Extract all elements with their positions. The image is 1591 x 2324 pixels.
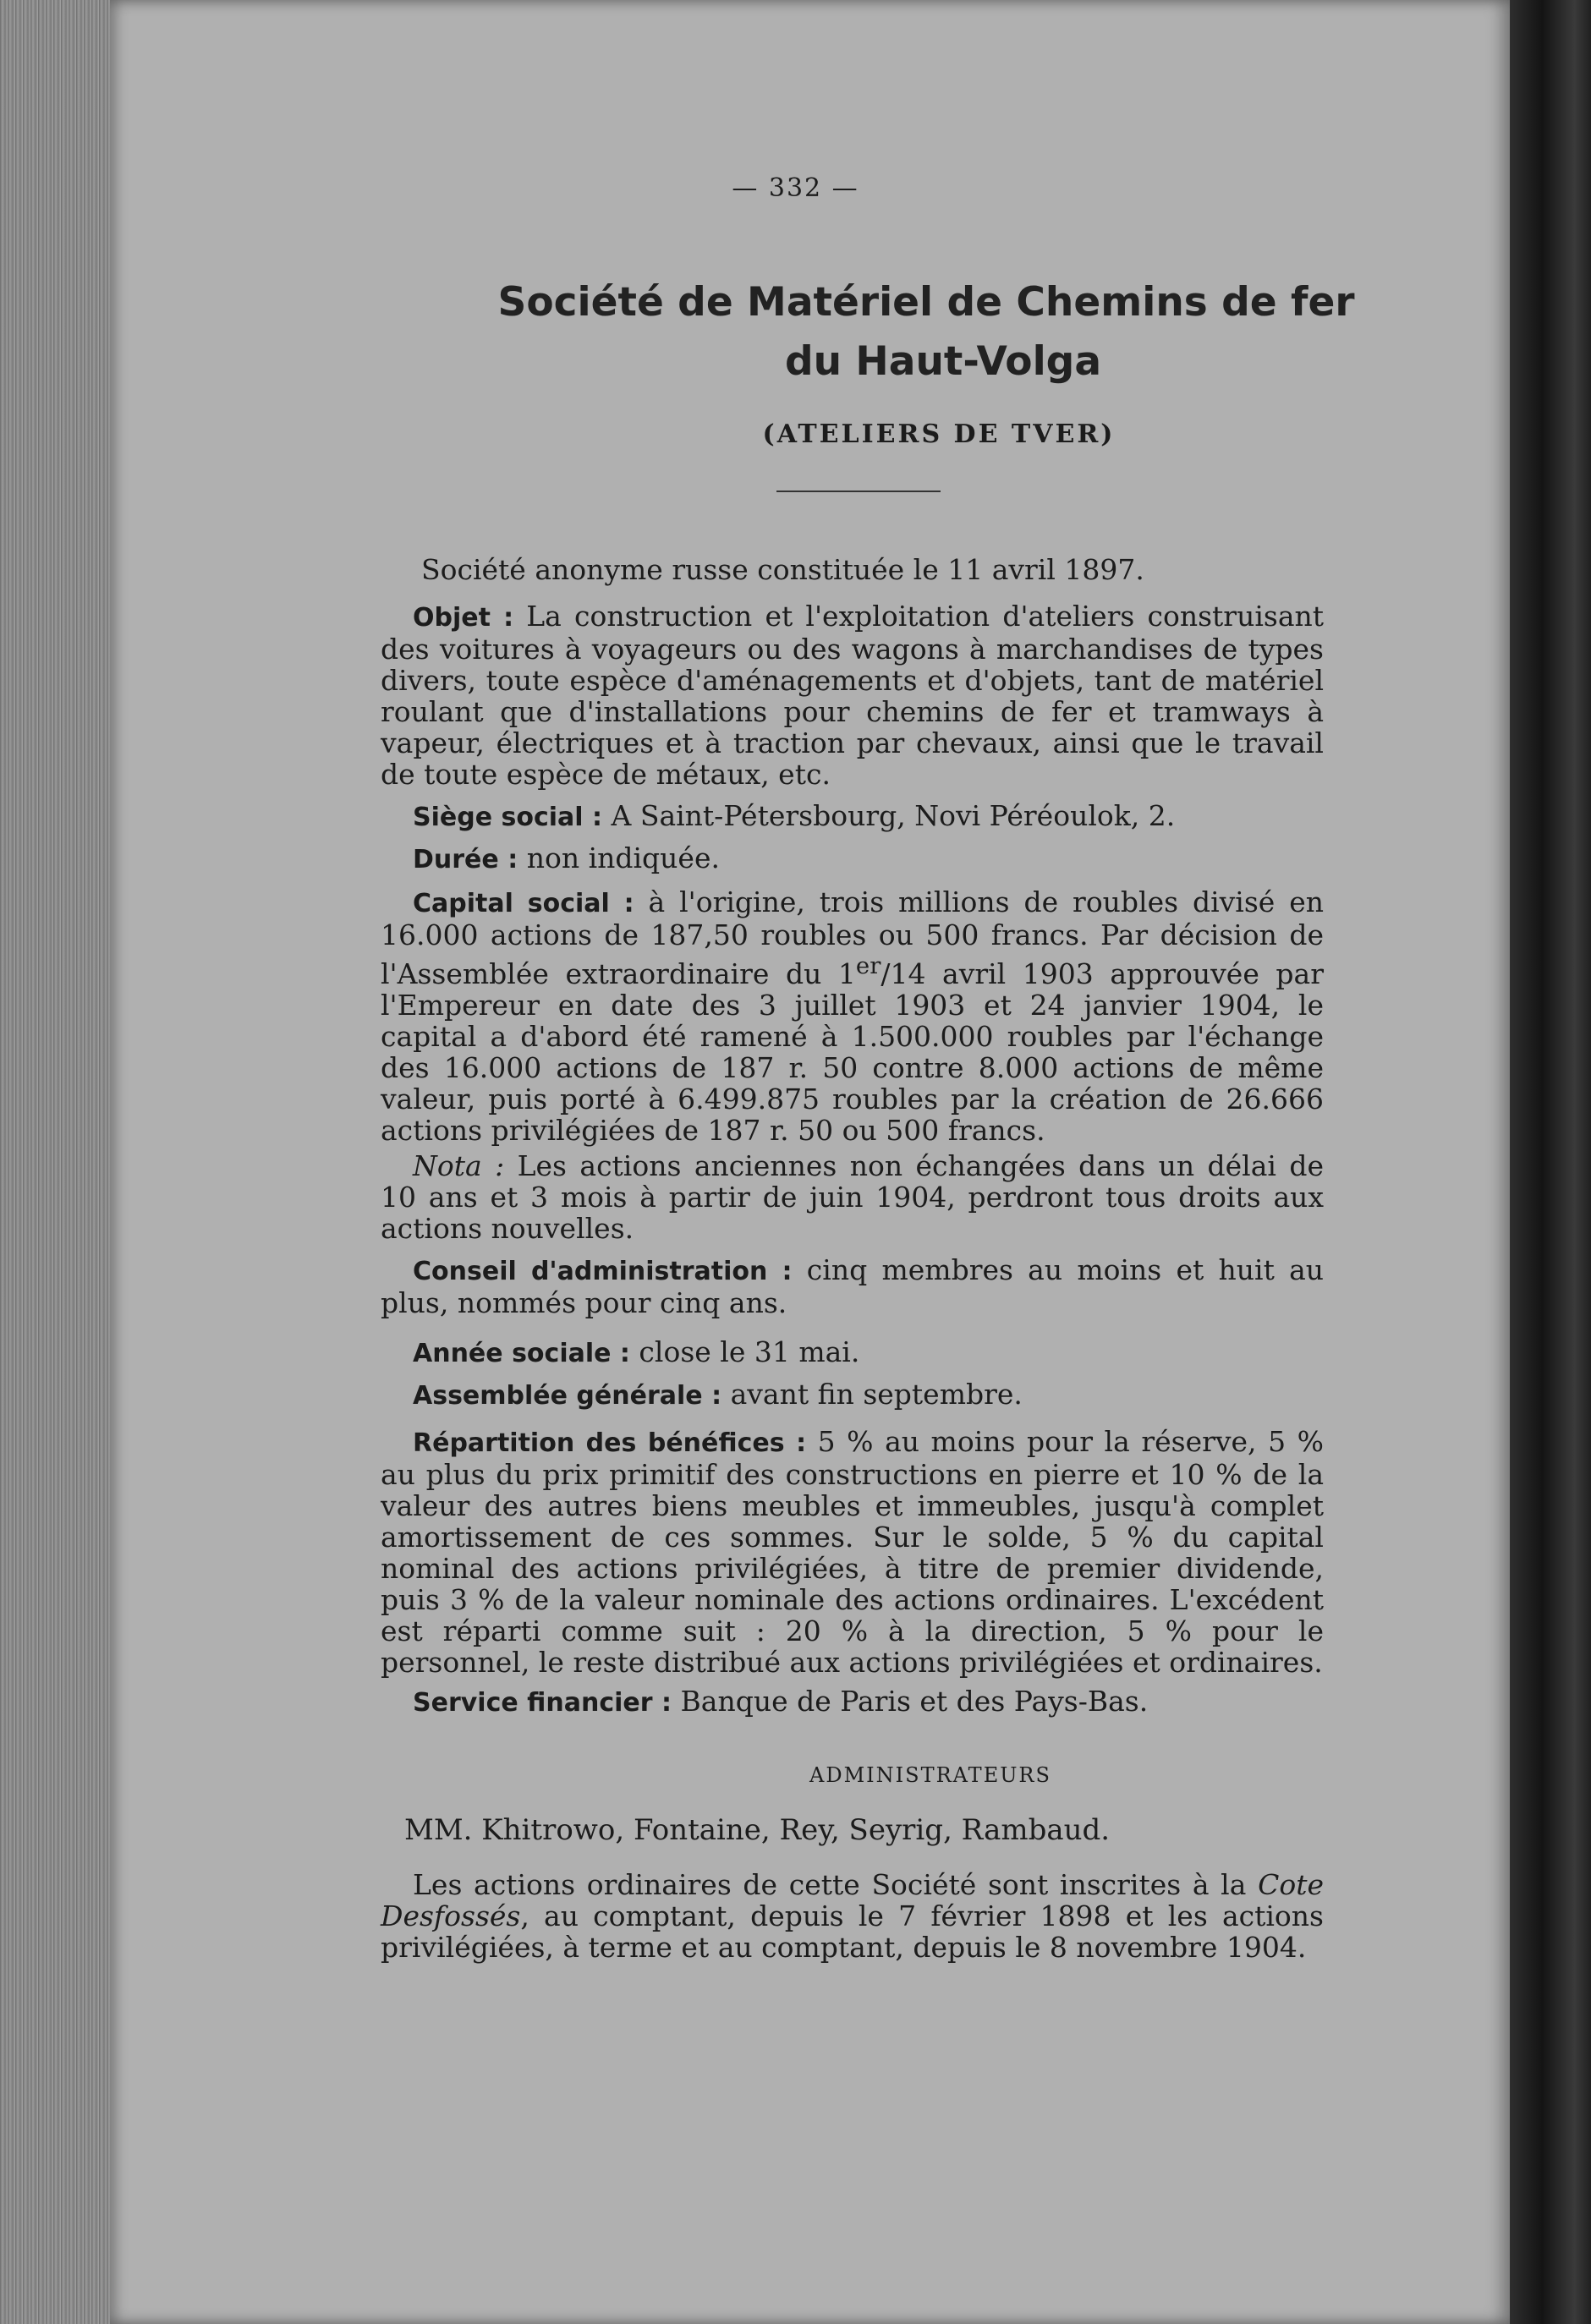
annee-text: close le 31 mai.: [639, 1335, 860, 1368]
administrateurs-heading: ADMINISTRATEURS: [809, 1763, 1051, 1787]
objet-text: La construction et l'exploitation d'ateliers construisant des voitures à voyageurs ou des wagons à marchandises de types divers, toute espèce d'aménagements et d'objets, tant de matériel roulant que d'installations pour chemins de fer et tramways à vapeur, électriques et à traction par chevaux, ainsi que le travail de toute espèce de métaux, etc.: [381, 600, 1325, 791]
intro-paragraph: Société anonyme russe constituée le 11 avril 1897.: [421, 553, 1144, 586]
capital-text-a: à l'origine, trois millions de roubles divisé en 16.000 actions de 187,50 roubles ou 500 francs. Par décision de l'Assemblée extraordinaire du 1: [381, 885, 1324, 990]
capital-superscript: er: [855, 952, 881, 979]
duree-text: non indiquée.: [526, 841, 720, 874]
administrateurs-names: MM. Khitrowo, Fontaine, Rey, Seyrig, Rambaud.: [404, 1813, 1111, 1847]
nota-label: Nota :: [413, 1149, 505, 1182]
service-label: Service financier :: [413, 1688, 672, 1718]
siege-text: A Saint-Pétersbourg, Novi Péréoulok, 2.: [611, 799, 1176, 832]
capital-text-b: /14 avril 1903 approuvée par l'Empereur en date des 3 juillet 1903 et 24 janvier 1904, le capital a d'abord été ramené à 1.500.000 roubles par l'échange des 16.000 actions de 187 r. 50 contre 8.000 actions de même valeur, puis porté à 6.499.875 roubles par la création de 26.666 actions privilégiées de 187 r. 50 ou 500 francs.: [381, 957, 1324, 1147]
duree-label: Durée :: [413, 845, 518, 874]
title-line-1: Société de Matériel de Chemins de fer: [497, 279, 1355, 326]
page-number: — 332 —: [732, 173, 859, 203]
title-divider: [776, 491, 941, 492]
title-line-2: du Haut-Volga: [784, 338, 1102, 385]
cote-text-b: , au comptant, depuis le 7 février 1898 et les actions privilégiées, à terme et au comptant, depuis le 8 novembre 1904.: [381, 1899, 1324, 1964]
siege-label: Siège social :: [413, 803, 603, 832]
capital-label: Capital social :: [413, 889, 634, 918]
assemblee-paragraph: [381, 1379, 1324, 1411]
repartition-label: Répartition des bénéfices :: [413, 1428, 807, 1458]
conseil-paragraph: [381, 1254, 1324, 1318]
assemblee-text: avant fin septembre.: [730, 1378, 1023, 1411]
service-paragraph: [381, 1685, 1324, 1718]
repartition-text: 5 % au moins pour la réserve, 5 % au plus du prix primitif des constructions en pierre et 10 % de la valeur des autres biens meubles et immeubles, jusqu'à complet amortissement de ces sommes. Sur le solde, 5 % du capital nominal des actions privilégiées, à titre de premier dividende, puis 3 % de la valeur nominale des actions ordinaires. L'excédent est réparti comme suit : 20 % à la direction, 5 % pour le personnel, le reste distribué aux actions privilégiées et ordinaires.: [381, 1425, 1324, 1679]
siege-paragraph: [381, 800, 1324, 833]
assemblee-label: Assemblée générale :: [413, 1381, 722, 1411]
annee-label: Année sociale :: [413, 1339, 630, 1368]
objet-paragraph: [381, 600, 1324, 790]
cote-paragraph: [381, 1869, 1324, 1963]
nota-text: Les actions anciennes non échangées dans un délai de 10 ans et 3 mois à partir de juin 1904, perdront tous droits aux actions nouvelles.: [381, 1149, 1324, 1245]
objet-label: Objet :: [413, 603, 514, 633]
nota-paragraph: [381, 1150, 1324, 1244]
service-text: Banque de Paris et des Pays-Bas.: [680, 1685, 1149, 1718]
subtitle: (ATELIERS DE TVER): [762, 419, 1116, 449]
conseil-label: Conseil d'administration :: [413, 1257, 793, 1286]
annee-paragraph: [381, 1336, 1324, 1369]
capital-paragraph: [381, 886, 1324, 1146]
cote-text-a: Les actions ordinaires de cette Société sont inscrites à la: [413, 1868, 1247, 1901]
cote-italic: Cote Desfossés: [381, 1868, 1325, 1932]
conseil-text: cinq membres au moins et huit au plus, nommés pour cinq ans.: [381, 1253, 1325, 1319]
repartition-paragraph: [381, 1426, 1324, 1678]
duree-paragraph: [381, 842, 1324, 875]
